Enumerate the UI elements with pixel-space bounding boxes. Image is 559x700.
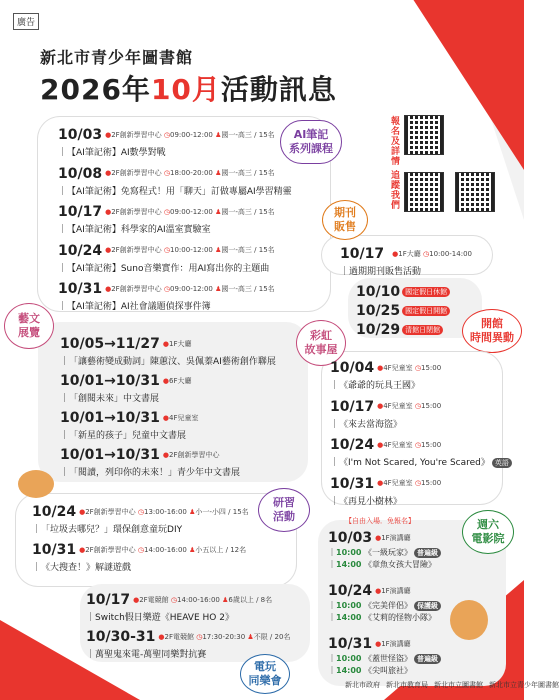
- study-people-icon: ♟: [189, 545, 196, 554]
- art-exhibit-title-text: 「讓藝術變成動詞」陳蕙汶、吳佩蓁AI藝術創作聯展: [69, 357, 276, 367]
- study-clock-icon: ◷: [137, 545, 145, 554]
- ai-course-clock-icon: ◷: [163, 284, 171, 293]
- ai-course-meta: [105, 245, 275, 255]
- story-clock-icon: ◷: [414, 363, 422, 372]
- ai-course-title: ｜【AI筆記術】科學家的AI溫室實驗室: [58, 225, 211, 235]
- ai-course-clock-icon: ◷: [163, 130, 171, 139]
- game-meta: [133, 595, 272, 605]
- closure-note: 國定假日休館: [402, 287, 450, 297]
- movie-place-text: 1F演講廳: [381, 533, 411, 542]
- movie-film-title: 《完美伴侶》: [364, 601, 413, 610]
- game-place: 2F電競館: [164, 632, 194, 641]
- game-place: 2F電競館: [139, 595, 169, 604]
- ai-course-event: [58, 278, 275, 312]
- game-time: 17:30-20:30: [202, 632, 246, 641]
- story-clock-icon: ◷: [414, 440, 422, 449]
- closure-date: 10/29: [356, 322, 401, 338]
- closure-item: [356, 300, 450, 319]
- ai-course-time: 09:00-12:00: [170, 130, 213, 139]
- movie-film-time: 10:00: [336, 548, 362, 557]
- story-title: ｜《爺爺的玩具王國》: [330, 381, 421, 391]
- ai-course-date: 10/31: [58, 281, 103, 297]
- game-time: 14:00-16:00: [177, 595, 220, 604]
- study-time: 14:00-16:00: [144, 545, 187, 554]
- ai-course-time: 09:00-12:00: [170, 284, 213, 293]
- movie-item: [328, 633, 441, 676]
- story-time: 15:00: [421, 363, 442, 372]
- ai-course-title: ｜【AI筆記術】AI社會議題偵探事件簿: [58, 302, 211, 312]
- game-event: [86, 626, 290, 660]
- hours-change-bubble: 開館 時間異動: [462, 309, 522, 353]
- art-exhibit-meta: [163, 376, 192, 386]
- story-pin-icon: ●: [377, 440, 384, 449]
- movie-film: ｜10:00 《一級玩家》 普遍級: [328, 547, 441, 558]
- story-time: 15:00: [421, 479, 442, 487]
- story-meta: [377, 401, 441, 411]
- story-time: 15:00: [421, 402, 442, 410]
- movie-film-time: 14:00: [336, 560, 362, 569]
- movie-film-time: 10:00: [336, 654, 362, 663]
- study-title: ｜《大搜查！》解謎遊戲: [32, 563, 132, 573]
- ai-course-audience: 國一-高三 / 15名: [221, 284, 275, 293]
- art-exhibit-pin-icon: ●: [162, 376, 169, 385]
- ai-course-audience: 國一-高三 / 15名: [221, 169, 275, 177]
- story-place: 4F兒童室: [383, 479, 413, 487]
- story-pin-icon: ●: [377, 402, 384, 410]
- study-audience: 小五以上 / 12名: [195, 545, 247, 554]
- movie-film-title: 《尖叫旅社》: [364, 666, 413, 675]
- movie-date: 10/24: [328, 583, 373, 599]
- movie-film: ｜14:00 《艾莉的怪物小隊》: [328, 613, 437, 622]
- ai-course-audience: 國一-高三 / 15名: [221, 130, 275, 139]
- study-event: [32, 501, 249, 535]
- story-event: [330, 434, 512, 468]
- game-people-icon: ♟: [222, 595, 229, 604]
- art-exhibit-place: 2F創新學習中心: [169, 450, 220, 459]
- story-clock-icon: ◷: [414, 402, 422, 410]
- game-clock-icon: ◷: [170, 595, 178, 604]
- ai-course-event: [58, 240, 275, 274]
- art-exhibit-date: 10/01→10/31: [60, 410, 160, 426]
- movie-item: [328, 580, 441, 623]
- ai-course-date: 10/17: [58, 204, 103, 220]
- story-title-text: 《I'm Not Scared, You're Scared》: [339, 458, 490, 468]
- study-title: ｜「垃圾去哪兒？」環保創意童玩DIY: [32, 525, 183, 535]
- game-date: 10/30-31: [86, 629, 156, 645]
- ai-course-people-icon: ♟: [215, 130, 222, 139]
- closure-date: 10/25: [356, 303, 401, 319]
- study-audience: 小一-小四 / 15名: [195, 507, 249, 516]
- ai-course-date: 10/24: [58, 242, 103, 259]
- ai-course-pin-icon: ●: [105, 246, 112, 254]
- art-exhibit-date: 10/01→10/31: [60, 373, 160, 389]
- movie-film: ｜10:00 《完美伴侶》 保護級: [328, 600, 441, 611]
- ai-course-people-icon: ♟: [215, 207, 222, 216]
- game-meta: [158, 632, 290, 642]
- story-pin-icon: ●: [377, 363, 384, 372]
- closure-note: 國定假日開館: [402, 306, 450, 316]
- study-bubble: 研習 活動: [258, 488, 310, 532]
- game-title-text: Switch假日樂遊《HEAVE HO 2》: [95, 613, 234, 623]
- periodical-bubble: 期刊 販售: [322, 200, 368, 240]
- study-meta: [79, 545, 246, 555]
- closure-note: 清館日閉館: [402, 325, 443, 335]
- art-exhibit-title: ｜「讓藝術變成動詞」陳蕙汶、吳佩蓁AI藝術創作聯展: [60, 357, 276, 367]
- art-exhibit-meta: [163, 450, 220, 460]
- art-exhibit-place: 4F兒童室: [169, 413, 199, 422]
- art-exhibit-date: 10/01→10/31: [60, 447, 160, 463]
- study-title-text: 《大搜查！》解謎遊戲: [41, 563, 132, 573]
- movie-film-time: 14:00: [336, 666, 362, 675]
- art-exhibit-meta: [163, 413, 199, 423]
- study-place: 2F創新學習中心: [85, 545, 136, 554]
- ai-course-place: 2F創新學習中心: [111, 246, 162, 254]
- game-pin-icon: ●: [133, 595, 140, 604]
- story-date: 10/24: [330, 437, 375, 453]
- ai-course-meta: [105, 207, 275, 217]
- art-exhibit-place: 6F大廳: [169, 376, 192, 385]
- movie-rating: 普遍級: [414, 548, 441, 558]
- story-date: 10/31: [330, 475, 375, 492]
- study-date: 10/31: [32, 542, 77, 558]
- pin-icon: ●: [375, 639, 382, 648]
- ai-course-event: [58, 201, 275, 235]
- ai-course-pin-icon: ●: [105, 207, 112, 216]
- ai-course-place: 2F創新學習中心: [111, 130, 162, 139]
- ai-course-people-icon: ♟: [215, 246, 222, 254]
- game-audience: 6歲以上 / 8名: [228, 595, 273, 604]
- logo-ntpc: 新北市政府: [345, 681, 380, 689]
- closure-date: 10/10: [356, 284, 401, 300]
- study-event: [32, 539, 246, 573]
- story-title: ｜《I'm Not Scared, You're Scared》 英語: [330, 455, 512, 468]
- art-exhibit-pin-icon: ●: [162, 339, 169, 348]
- follow-label: 追蹤我們: [389, 170, 399, 210]
- story-meta: [377, 478, 441, 488]
- ai-course-clock-icon: ◷: [163, 246, 171, 254]
- signup-label: 報名及詳情: [389, 116, 399, 166]
- study-pin-icon: ●: [79, 545, 86, 554]
- story-title-text: 《爺爺的玩具王國》: [339, 381, 421, 391]
- study-people-icon: ♟: [189, 507, 196, 516]
- ai-course-place: 2F創新學習中心: [111, 284, 162, 293]
- ad-label: 廣告: [13, 13, 39, 30]
- study-title-text: 「垃圾去哪兒？」環保創意童玩DIY: [41, 525, 183, 535]
- ai-course-title-text: 【AI筆記術】免寫程式！用「聊天」訂做專屬AI學習精靈: [67, 186, 292, 197]
- story-place: 4F兒童室: [383, 402, 413, 410]
- game-event: [86, 589, 272, 623]
- movie-item: [328, 527, 441, 570]
- story-meta: [377, 363, 441, 373]
- art-exhibit-event: [60, 444, 240, 478]
- follow-qr-code-2[interactable]: [455, 172, 495, 212]
- story-title-text: 《再見小樹林》: [339, 496, 403, 507]
- story-badge: 英語: [492, 458, 512, 468]
- ai-course-meta: [105, 130, 275, 140]
- study-meta: [79, 507, 249, 517]
- movie-film: ｜14:00 《尖叫旅社》: [328, 666, 413, 675]
- movie-place: [375, 533, 411, 543]
- movie-rating: 保護級: [414, 601, 441, 611]
- ai-course-date: 10/08: [58, 165, 103, 182]
- ai-course-pin-icon: ●: [105, 284, 112, 293]
- closure-item: [356, 319, 443, 338]
- game-title: ｜萬聖鬼來電-萬聖同樂對抗賽: [86, 650, 207, 660]
- ai-course-time: 18:00-20:00: [170, 169, 213, 177]
- story-event: [330, 396, 441, 430]
- ai-course-place: 2F創新學習中心: [111, 169, 162, 177]
- ai-course-place: 2F創新學習中心: [111, 207, 162, 216]
- ai-course-title: ｜【AI筆記術】AI數學對戰: [58, 148, 166, 158]
- art-exhibit-event: [60, 407, 198, 441]
- game-date: 10/17: [86, 592, 131, 608]
- art-exhibit-pin-icon: ●: [162, 413, 169, 422]
- ai-course-bubble: AI筆記 系列課程: [280, 120, 342, 164]
- movie-film-title: 《艾莉的怪物小隊》: [364, 613, 437, 622]
- ai-course-clock-icon: ◷: [163, 207, 171, 216]
- art-exhibit-title: ｜「創閱未來」中文書展: [60, 394, 160, 404]
- ai-course-title: ｜【AI筆記術】免寫程式！用「聊天」訂做專屬AI學習精靈: [58, 186, 292, 197]
- movie-film-time: 14:00: [336, 613, 362, 622]
- movie-place-text: 1F演講廳: [381, 639, 411, 648]
- story-title-text: 《來去當海盜》: [339, 419, 403, 430]
- art-exhibit-title: ｜「新星的孩子」兒童中文書展: [60, 431, 187, 441]
- page-title: 2026年10月活動訊息: [40, 73, 337, 106]
- art-exhibit-pin-icon: ●: [162, 450, 169, 459]
- ai-course-clock-icon: ◷: [163, 169, 171, 177]
- art-exhibit-event: [60, 370, 191, 404]
- art-exhibition-bubble: 藝文 展覽: [4, 303, 54, 349]
- story-pin-icon: ●: [377, 479, 384, 487]
- ai-course-title: ｜【AI筆記術】Suno音樂實作：用AI寫出你的主題曲: [58, 263, 270, 274]
- ai-course-time: 10:00-12:00: [170, 246, 213, 254]
- movie-film-title: 《一級玩家》: [364, 548, 413, 557]
- ai-course-time: 09:00-12:00: [170, 207, 213, 216]
- ai-course-event: [58, 124, 275, 158]
- ai-course-title-text: 【AI筆記術】Suno音樂實作：用AI寫出你的主題曲: [67, 263, 270, 274]
- ai-course-pin-icon: ●: [105, 169, 112, 177]
- movie-place: [375, 586, 411, 596]
- dog-mascot-right: [450, 600, 488, 640]
- story-date: 10/04: [330, 360, 375, 376]
- ai-course-meta: [105, 284, 275, 294]
- game-pin-icon: ●: [158, 632, 165, 641]
- movie-film-title: 《蓋世怪盜》: [364, 654, 413, 663]
- study-place: 2F創新學習中心: [85, 507, 136, 516]
- game-audience: 不限 / 20名: [253, 632, 291, 641]
- movie-place-text: 1F演講廳: [381, 586, 411, 595]
- games-bubble: 電玩 同樂會: [240, 654, 290, 694]
- rainbow-story-bubble: 彩虹 故事屋: [296, 320, 346, 366]
- ai-course-meta: [105, 168, 275, 178]
- game-people-icon: ♟: [247, 632, 254, 641]
- movie-film: ｜14:00 《章魚女孩大冒險》: [328, 560, 437, 569]
- ai-course-people-icon: ♟: [215, 169, 222, 177]
- art-exhibit-title-text: 「創閱未來」中文書展: [69, 394, 160, 404]
- movie-date: 10/03: [328, 530, 373, 546]
- pin-icon: ●: [375, 586, 382, 595]
- movie-place: [375, 639, 411, 649]
- ai-course-pin-icon: ●: [105, 130, 112, 139]
- movie-free-note: 【自由入場．免報名】: [345, 517, 415, 525]
- movie-bubble: 週六 電影院: [462, 510, 514, 554]
- art-exhibit-meta: [163, 339, 192, 349]
- sponsor-logos: [345, 680, 559, 690]
- pin-icon: ●: [375, 533, 382, 542]
- logo-edu: 新北市教育局: [386, 681, 428, 689]
- ai-course-event: [58, 163, 292, 197]
- ai-course-title-text: 【AI筆記術】AI社會議題偵探事件簿: [67, 302, 211, 312]
- art-exhibit-title: ｜「閱讀，列印你的未來！」青少年中文書展: [60, 468, 241, 478]
- story-clock-icon: ◷: [414, 479, 422, 487]
- story-place: 4F兒童室: [383, 363, 413, 372]
- story-event: [330, 473, 441, 507]
- closure-item: [356, 281, 450, 300]
- art-exhibit-place: 1F大廳: [169, 339, 192, 348]
- movie-film-title: 《章魚女孩大冒險》: [364, 560, 437, 569]
- story-title: ｜《再見小樹林》: [330, 496, 403, 507]
- story-place: 4F兒童室: [383, 440, 413, 449]
- art-exhibit-date: 10/05→11/27: [60, 336, 160, 352]
- signup-qr-code[interactable]: [404, 115, 444, 155]
- art-exhibit-title-text: 「新星的孩子」兒童中文書展: [69, 431, 187, 441]
- story-title: ｜《來去當海盜》: [330, 419, 403, 430]
- movie-film-time: 10:00: [336, 601, 362, 610]
- dog-mascot-left: [18, 470, 54, 498]
- ai-course-title-text: 【AI筆記術】科學家的AI溫室實驗室: [67, 225, 211, 235]
- ai-course-people-icon: ♟: [215, 284, 222, 293]
- movie-date: 10/31: [328, 636, 373, 652]
- movie-rating: 普遍級: [414, 654, 441, 664]
- art-exhibit-event: [60, 333, 276, 367]
- game-clock-icon: ◷: [196, 632, 203, 641]
- study-clock-icon: ◷: [137, 507, 145, 516]
- library-name: 新北市青少年圖書館: [40, 48, 194, 67]
- ai-course-audience: 國一-高三 / 15名: [221, 246, 275, 254]
- story-event: [330, 357, 441, 391]
- study-date: 10/24: [32, 504, 77, 520]
- study-time: 13:00-16:00: [144, 507, 187, 516]
- ai-course-title-text: 【AI筆記術】AI數學對戰: [67, 148, 166, 158]
- game-title-text: 萬聖鬼來電-萬聖同樂對抗賽: [95, 650, 207, 660]
- logo-library: 新北市立圖書館: [434, 681, 483, 689]
- logo-youth-library: 新北市立青少年圖書館: [489, 681, 559, 689]
- study-pin-icon: ●: [79, 507, 86, 516]
- story-date: 10/17: [330, 398, 375, 415]
- ai-course-date: 10/03: [58, 127, 103, 143]
- story-meta: [377, 440, 441, 450]
- movie-film: ｜10:00 《蓋世怪盜》 普遍級: [328, 653, 441, 664]
- ai-course-audience: 國一-高三 / 15名: [221, 207, 275, 216]
- story-time: 15:00: [421, 440, 442, 449]
- periodical-event: 10/17 ●1F大廳 ◷10:00-14:00 ｜過期期刊販售活動: [340, 246, 472, 277]
- art-exhibit-title-text: 「閱讀，列印你的未來！」青少年中文書展: [69, 468, 241, 478]
- game-title: ｜Switch假日樂遊《HEAVE HO 2》: [86, 613, 234, 623]
- follow-qr-code-1[interactable]: [404, 172, 444, 212]
